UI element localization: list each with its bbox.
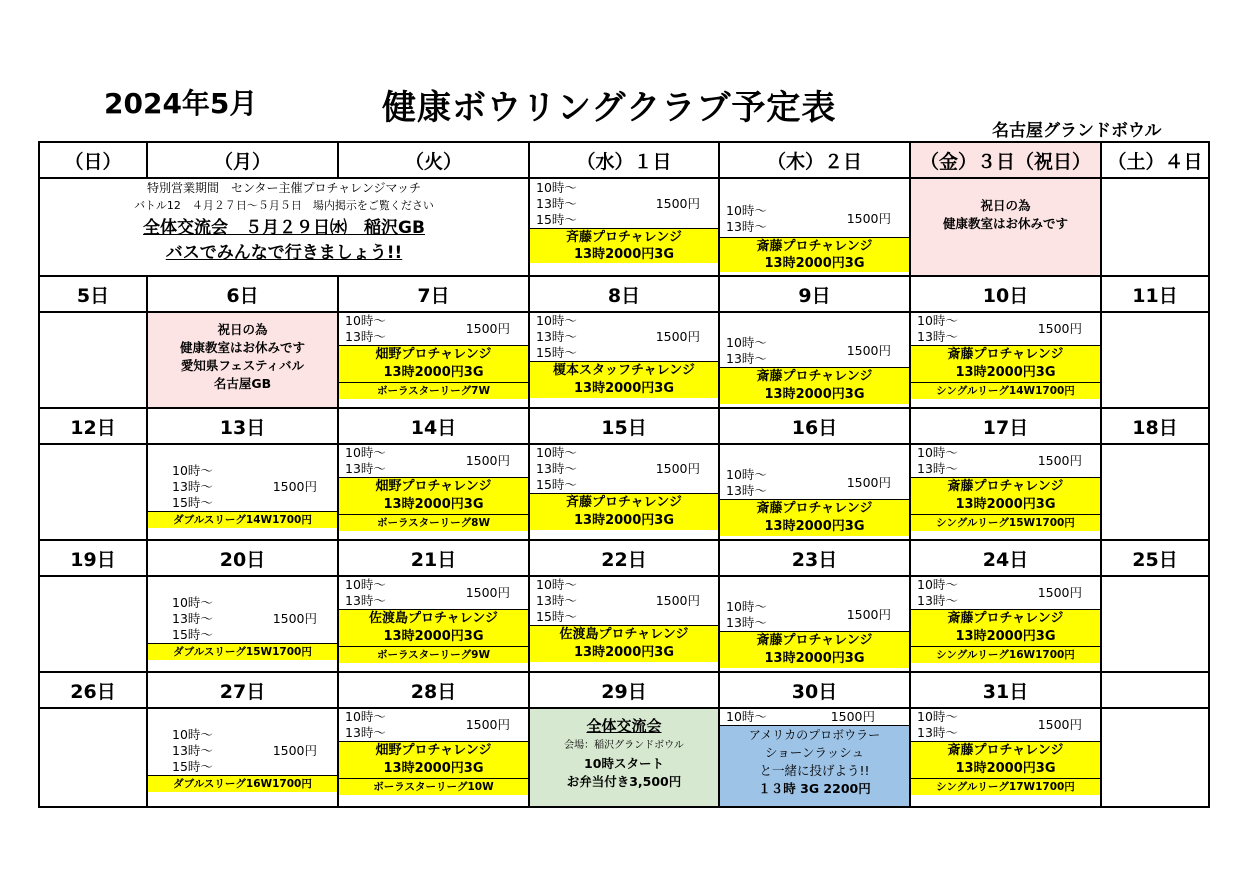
- special-line4: １３時 3G 2200円: [758, 781, 871, 796]
- time-15: 15時～: [536, 477, 577, 492]
- date-19: 19日: [39, 540, 147, 576]
- challenge-name: 斎藤プロチャレンジ: [911, 345, 1100, 364]
- challenge-name: 斎藤プロチャレンジ: [720, 237, 909, 255]
- time-13: 13時～: [172, 743, 213, 758]
- holiday-note-2: 健康教室はお休みです: [942, 216, 1068, 231]
- time-13-row: [530, 461, 718, 477]
- price: 1500円: [465, 321, 510, 336]
- challenge-fee: 13時2000円3G: [339, 364, 528, 382]
- time-13: 13時～: [536, 593, 577, 608]
- challenge-fee: 13時2000円3G: [339, 760, 528, 778]
- time-10: 10時～: [917, 709, 958, 724]
- price: 1500円: [846, 211, 891, 226]
- event-venue: 会場：稲沢グランドボウル: [564, 740, 684, 751]
- holiday-note-2: 健康教室はお休みです: [179, 340, 305, 355]
- time-10: 10時～: [536, 445, 577, 460]
- date-27: 27日: [147, 672, 338, 708]
- league-name: ボーラスターリーグ8W: [339, 514, 528, 531]
- challenge-fee: 13時2000円3G: [720, 650, 909, 668]
- time-13-row: [530, 593, 718, 609]
- time-13: 13時～: [726, 483, 767, 498]
- date-empty: [1101, 672, 1209, 708]
- price: 1500円: [465, 717, 510, 732]
- date-6: 6日: [147, 276, 338, 312]
- price: 1500円: [1037, 321, 1082, 336]
- time-13-row: [339, 717, 528, 741]
- date-12: 12日: [39, 408, 147, 444]
- cell-blank: [1101, 708, 1209, 807]
- time-13-row: [720, 607, 909, 631]
- challenge-fee: 13時2000円3G: [911, 628, 1100, 646]
- league-name: シングルリーグ14W1700円: [911, 382, 1100, 399]
- time-10: 10時～: [726, 709, 767, 724]
- cell-5: [39, 312, 147, 408]
- time-10: 10時～: [726, 467, 767, 482]
- week1-notice-cell: [39, 178, 529, 276]
- special-event: [720, 725, 909, 806]
- time-13: 13時～: [917, 329, 958, 344]
- date-15: 15日: [529, 408, 719, 444]
- challenge-name: 佐渡島プロチャレンジ: [339, 609, 528, 628]
- price: 1500円: [272, 611, 317, 626]
- time-15: 15時～: [536, 345, 577, 360]
- special-line3: と一緒に投げよう!!: [759, 763, 870, 778]
- time-15: 15時～: [536, 609, 577, 624]
- cell-4: [1101, 178, 1209, 276]
- time-10: 10時～: [536, 313, 577, 328]
- time-13: 13時～: [536, 329, 577, 344]
- price: 1500円: [655, 329, 700, 344]
- weekday-sun: （日）: [39, 142, 147, 178]
- challenge-name: 佐渡島プロチャレンジ: [530, 625, 718, 644]
- cell-28: [338, 708, 529, 807]
- time-13-row: [911, 453, 1100, 477]
- time-10: 10時～: [172, 595, 213, 610]
- time-13: 13時～: [345, 593, 386, 608]
- time-13-row: [148, 479, 337, 495]
- date-11: 11日: [1101, 276, 1209, 312]
- festival-venue: 名古屋GB: [213, 376, 272, 391]
- league-name: ボーラスターリーグ7W: [339, 382, 528, 399]
- cell-2: [719, 178, 910, 276]
- challenge-name: 畑野プロチャレンジ: [339, 477, 528, 496]
- price: 1500円: [655, 593, 700, 608]
- date-29: 29日: [529, 672, 719, 708]
- cell-11: [1101, 312, 1209, 408]
- date-26: 26日: [39, 672, 147, 708]
- time-13-row: [148, 611, 337, 627]
- time-13: 13時～: [917, 593, 958, 608]
- league-name: シングルリーグ16W1700円: [911, 646, 1100, 663]
- event-start: 10時スタート: [584, 756, 664, 771]
- time-13-row: [911, 717, 1100, 741]
- challenge-name: 畑野プロチャレンジ: [339, 741, 528, 760]
- league-name: シングルリーグ15W1700円: [911, 514, 1100, 531]
- time-15: 15時～: [536, 212, 577, 227]
- cell-16: [719, 444, 910, 540]
- league-name: ダブルスリーグ15W1700円: [148, 643, 337, 660]
- challenge-fee: 13時2000円3G: [911, 496, 1100, 514]
- date-13: 13日: [147, 408, 338, 444]
- event-title: 全体交流会: [586, 717, 662, 735]
- schedule-calendar: [38, 141, 1210, 808]
- price: 1500円: [846, 343, 891, 358]
- time-13: 13時～: [536, 461, 577, 476]
- time-10: 10時～: [917, 313, 958, 328]
- price: 1500円: [1037, 453, 1082, 468]
- week4-dates: [39, 540, 1209, 576]
- time-13-row: [530, 196, 718, 212]
- cell-1: [529, 178, 719, 276]
- weekday-thu: （木）２日: [719, 142, 910, 178]
- cell-17: [910, 444, 1101, 540]
- time-13: 13時～: [917, 461, 958, 476]
- challenge-fee: 13時2000円3G: [339, 628, 528, 646]
- cell-20: [147, 576, 338, 672]
- cell-10: [910, 312, 1101, 408]
- date-24: 24日: [910, 540, 1101, 576]
- time-13: 13時～: [172, 611, 213, 626]
- date-18: 18日: [1101, 408, 1209, 444]
- cell-22: [529, 576, 719, 672]
- date-17: 17日: [910, 408, 1101, 444]
- time-10: 10時～: [726, 599, 767, 614]
- price: 1500円: [655, 196, 700, 211]
- challenge-fee: 13時2000円3G: [911, 760, 1100, 778]
- challenge-fee: 13時2000円3G: [530, 644, 718, 662]
- challenge-name: 榎本スタッフチャレンジ: [530, 361, 718, 380]
- time-10: 10時～: [917, 577, 958, 592]
- notice-line1: 特別営業期間 センター主催プロチャレンジマッチ: [146, 181, 422, 195]
- time-13: 13時～: [917, 725, 958, 740]
- time-13-row: [911, 585, 1100, 609]
- date-22: 22日: [529, 540, 719, 576]
- holiday-note: 祝日の為: [980, 198, 1031, 213]
- cell-26: [39, 708, 147, 807]
- time-10: 10時～: [172, 463, 213, 478]
- special-line1: アメリカのプロボウラー: [748, 728, 881, 742]
- price: 1500円: [1037, 585, 1082, 600]
- cell-9: [719, 312, 910, 408]
- price: 1500円: [846, 475, 891, 490]
- price: 1500円: [272, 479, 317, 494]
- date-16: 16日: [719, 408, 910, 444]
- time-13: 13時～: [536, 196, 577, 211]
- challenge-name: 斎藤プロチャレンジ: [911, 477, 1100, 496]
- cell-13: [147, 444, 338, 540]
- league-name: ダブルスリーグ16W1700円: [148, 775, 337, 792]
- league-name: ボーラスターリーグ9W: [339, 646, 528, 663]
- page-title: 健康ボウリングクラブ予定表: [382, 88, 837, 128]
- time-10-row: [720, 709, 909, 725]
- challenge-fee: 13時2000円3G: [720, 255, 909, 272]
- price: 1500円: [846, 607, 891, 622]
- holiday-note: 祝日の為: [217, 322, 268, 337]
- festival-name: 愛知県フェスティバル: [180, 358, 305, 373]
- time-10: 10時～: [536, 577, 577, 592]
- challenge-fee: 13時2000円3G: [720, 518, 909, 536]
- time-13: 13時～: [726, 351, 767, 366]
- price: 1500円: [272, 743, 317, 758]
- date-23: 23日: [719, 540, 910, 576]
- league-name: シングルリーグ17W1700円: [911, 778, 1100, 795]
- date-28: 28日: [338, 672, 529, 708]
- challenge-name: 斎藤プロチャレンジ: [911, 741, 1100, 760]
- date-10: 10日: [910, 276, 1101, 312]
- league-name: ボーラスターリーグ10W: [339, 778, 528, 795]
- cell-14: [338, 444, 529, 540]
- cell-7: [338, 312, 529, 408]
- week2-row: [39, 312, 1209, 408]
- challenge-name: 斎藤プロチャレンジ: [720, 499, 909, 518]
- week4-row: [39, 576, 1209, 672]
- challenge-name: 斉藤プロチャレンジ: [530, 493, 718, 512]
- date-31: 31日: [910, 672, 1101, 708]
- time-13-row: [720, 475, 909, 499]
- time-10: 10時～: [536, 180, 577, 195]
- time-13: 13時～: [726, 615, 767, 630]
- challenge-name: 畑野プロチャレンジ: [339, 345, 528, 364]
- challenge-name: 斎藤プロチャレンジ: [720, 367, 909, 386]
- date-14: 14日: [338, 408, 529, 444]
- challenge-fee: 13時2000円3G: [911, 364, 1100, 382]
- league-name: ダブルスリーグ14W1700円: [148, 511, 337, 528]
- week1-row: [39, 178, 1209, 276]
- date-25: 25日: [1101, 540, 1209, 576]
- time-13-row: [720, 343, 909, 367]
- challenge-fee: 13時2000円3G: [339, 496, 528, 514]
- time-13: 13時～: [345, 329, 386, 344]
- cell-30: [719, 708, 910, 807]
- year-month: 2024年5月: [104, 87, 258, 120]
- time-15: 15時～: [172, 495, 213, 510]
- price: 1500円: [1037, 717, 1082, 732]
- cell-31: [910, 708, 1101, 807]
- date-21: 21日: [338, 540, 529, 576]
- challenge-name: 斉藤プロチャレンジ: [530, 228, 718, 246]
- cell-6: [147, 312, 338, 408]
- special-line2: ショーンラッシュ: [764, 745, 864, 760]
- time-15: 15時～: [172, 759, 213, 774]
- time-10: 10時～: [917, 445, 958, 460]
- event-line2: バスでみんなで行きましょう!!: [165, 243, 403, 263]
- week5-dates: [39, 672, 1209, 708]
- challenge-name: 斎藤プロチャレンジ: [720, 631, 909, 650]
- venue-name: 名古屋グランドボウル: [992, 121, 1162, 141]
- time-10: 10時～: [345, 445, 386, 460]
- cell-23: [719, 576, 910, 672]
- event-line1: 全体交流会 ５月２９日㈬ 稲沢GB: [143, 218, 425, 238]
- challenge-fee: 13時2000円3G: [530, 246, 718, 263]
- challenge-name: 斎藤プロチャレンジ: [911, 609, 1100, 628]
- cell-3: [910, 178, 1101, 276]
- time-13: 13時～: [345, 461, 386, 476]
- cell-21: [338, 576, 529, 672]
- time-10: 10時～: [726, 203, 767, 218]
- time-13: 13時～: [726, 219, 767, 234]
- time-13: 13時～: [345, 725, 386, 740]
- cell-12: [39, 444, 147, 540]
- challenge-fee: 13時2000円3G: [530, 512, 718, 530]
- time-13: 13時～: [172, 479, 213, 494]
- cell-25: [1101, 576, 1209, 672]
- date-5: 5日: [39, 276, 147, 312]
- time-10: 10時～: [345, 709, 386, 724]
- cell-18: [1101, 444, 1209, 540]
- time-15: 15時～: [172, 627, 213, 642]
- date-9: 9日: [719, 276, 910, 312]
- price: 1500円: [830, 709, 875, 724]
- event-fee: お弁当付き3,500円: [566, 774, 682, 789]
- date-8: 8日: [529, 276, 719, 312]
- date-7: 7日: [338, 276, 529, 312]
- price: 1500円: [655, 461, 700, 476]
- time-13-row: [339, 453, 528, 477]
- challenge-fee: 13時2000円3G: [720, 386, 909, 404]
- weekday-wed: （水）１日: [529, 142, 719, 178]
- challenge-fee: 13時2000円3G: [530, 380, 718, 398]
- weekday-fri: （金）３日（祝日）: [910, 142, 1101, 178]
- time-13-row: [530, 329, 718, 345]
- cell-8: [529, 312, 719, 408]
- time-13-row: [720, 211, 909, 235]
- price: 1500円: [465, 585, 510, 600]
- date-30: 30日: [719, 672, 910, 708]
- week3-row: [39, 444, 1209, 540]
- cell-27: [147, 708, 338, 807]
- cell-19: [39, 576, 147, 672]
- weekday-mon: （月）: [147, 142, 338, 178]
- weekday-tue: （火）: [338, 142, 529, 178]
- time-10: 10時～: [345, 577, 386, 592]
- week5-row: [39, 708, 1209, 807]
- time-13-row: [339, 585, 528, 609]
- time-10: 10時～: [345, 313, 386, 328]
- time-10: 10時～: [726, 335, 767, 350]
- weekday-sat: （土）４日: [1101, 142, 1209, 178]
- price: 1500円: [465, 453, 510, 468]
- time-10: 10時～: [172, 727, 213, 742]
- time-13-row: [911, 321, 1100, 345]
- date-20: 20日: [147, 540, 338, 576]
- week3-dates: [39, 408, 1209, 444]
- cell-24: [910, 576, 1101, 672]
- time-13-row: [339, 321, 528, 345]
- time-13-row: [148, 743, 337, 759]
- cell-29: [529, 708, 719, 807]
- week2-dates: [39, 276, 1209, 312]
- cell-15: [529, 444, 719, 540]
- notice-line2: バトル12 ４月２７日～５月５日 場内掲示をご覧ください: [134, 199, 434, 212]
- weekday-header-row: [39, 142, 1209, 178]
